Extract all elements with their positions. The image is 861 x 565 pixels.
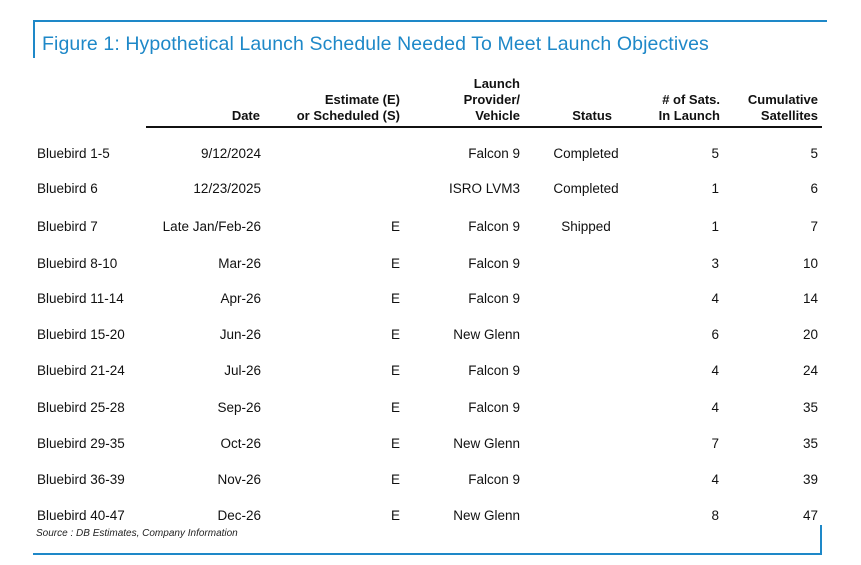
cell-cumulative: 5	[810, 146, 818, 161]
cell-provider: New Glenn	[453, 327, 520, 342]
header-date: Date	[231, 108, 260, 123]
cell-date: Nov-26	[217, 472, 261, 487]
header-status: Status	[572, 108, 612, 123]
frame-top-border	[33, 20, 827, 22]
cell-sats: 4	[711, 400, 719, 415]
cell-name: Bluebird 29-35	[37, 436, 125, 451]
cell-date: Dec-26	[217, 508, 261, 523]
header-cumulative: Cumulative Satellites	[747, 92, 818, 123]
cell-estimate: E	[390, 436, 400, 451]
table-row	[0, 363, 861, 381]
cell-date: Late Jan/Feb-26	[162, 219, 261, 234]
cell-name: Bluebird 7	[37, 219, 98, 234]
cell-estimate: E	[390, 508, 400, 523]
table-row	[0, 219, 861, 237]
table-row	[0, 400, 861, 418]
cell-name: Bluebird 6	[37, 181, 98, 196]
cell-cumulative: 14	[802, 291, 818, 306]
table-row	[0, 327, 861, 345]
cell-date: Apr-26	[220, 291, 261, 306]
cell-sats: 7	[711, 436, 719, 451]
table-row	[0, 508, 861, 526]
cell-sats: 6	[711, 327, 719, 342]
cell-date: Jun-26	[219, 327, 261, 342]
cell-sats: 4	[711, 363, 719, 378]
header-sats: # of Sats. In Launch	[658, 92, 720, 123]
table-row	[0, 472, 861, 490]
cell-cumulative: 47	[802, 508, 818, 523]
cell-sats: 4	[711, 291, 719, 306]
frame-right-border	[820, 525, 822, 555]
cell-provider: Falcon 9	[468, 219, 520, 234]
header-provider: Launch Provider/ Vehicle	[463, 76, 520, 123]
cell-provider: Falcon 9	[468, 291, 520, 306]
table-row	[0, 146, 861, 164]
header-estimate: Estimate (E) or Scheduled (S)	[296, 92, 400, 123]
cell-estimate: E	[390, 291, 400, 306]
frame-left-border	[33, 20, 35, 58]
cell-date: Sep-26	[217, 400, 261, 415]
cell-estimate: E	[390, 327, 400, 342]
cell-estimate: E	[390, 219, 400, 234]
cell-status: Shipped	[561, 219, 611, 234]
cell-status: Completed	[553, 181, 619, 196]
cell-estimate: E	[390, 363, 400, 378]
table-row	[0, 256, 861, 274]
cell-provider: Falcon 9	[468, 363, 520, 378]
cell-cumulative: 10	[802, 256, 818, 271]
header-rule	[146, 126, 822, 128]
cell-sats: 4	[711, 472, 719, 487]
source-note: Source : DB Estimates, Company Information	[36, 528, 238, 539]
cell-date: Mar-26	[218, 256, 261, 271]
cell-name: Bluebird 36-39	[37, 472, 125, 487]
table-row	[0, 181, 861, 199]
cell-sats: 3	[711, 256, 719, 271]
cell-name: Bluebird 21-24	[37, 363, 125, 378]
cell-sats: 8	[711, 508, 719, 523]
cell-provider: New Glenn	[453, 508, 520, 523]
cell-name: Bluebird 25-28	[37, 400, 125, 415]
cell-sats: 5	[711, 146, 719, 161]
cell-sats: 1	[711, 219, 719, 234]
cell-name: Bluebird 8-10	[37, 256, 118, 271]
cell-name: Bluebird 1-5	[37, 146, 110, 161]
cell-cumulative: 24	[802, 363, 818, 378]
figure-title: Figure 1: Hypothetical Launch Schedule Needed To Meet Launch Objectives	[42, 33, 709, 55]
table-row	[0, 291, 861, 309]
cell-provider: Falcon 9	[468, 472, 520, 487]
cell-cumulative: 35	[802, 436, 818, 451]
cell-cumulative: 20	[802, 327, 818, 342]
cell-provider: Falcon 9	[468, 256, 520, 271]
cell-cumulative: 39	[802, 472, 818, 487]
table-row	[0, 436, 861, 454]
cell-sats: 1	[711, 181, 719, 196]
frame-bottom-border	[33, 553, 822, 555]
cell-date: 9/12/2024	[200, 146, 261, 161]
cell-provider: ISRO LVM3	[448, 181, 520, 196]
cell-provider: Falcon 9	[468, 400, 520, 415]
cell-name: Bluebird 11-14	[37, 291, 124, 306]
cell-name: Bluebird 40-47	[37, 508, 125, 523]
cell-provider: New Glenn	[453, 436, 520, 451]
cell-estimate: E	[390, 256, 400, 271]
cell-estimate: E	[390, 400, 400, 415]
cell-name: Bluebird 15-20	[37, 327, 125, 342]
cell-estimate: E	[390, 472, 400, 487]
cell-date: 12/23/2025	[193, 181, 261, 196]
cell-status: Completed	[553, 146, 619, 161]
cell-date: Jul-26	[224, 363, 261, 378]
cell-cumulative: 6	[810, 181, 818, 196]
cell-cumulative: 7	[810, 219, 818, 234]
cell-provider: Falcon 9	[468, 146, 520, 161]
cell-date: Oct-26	[220, 436, 261, 451]
cell-cumulative: 35	[802, 400, 818, 415]
